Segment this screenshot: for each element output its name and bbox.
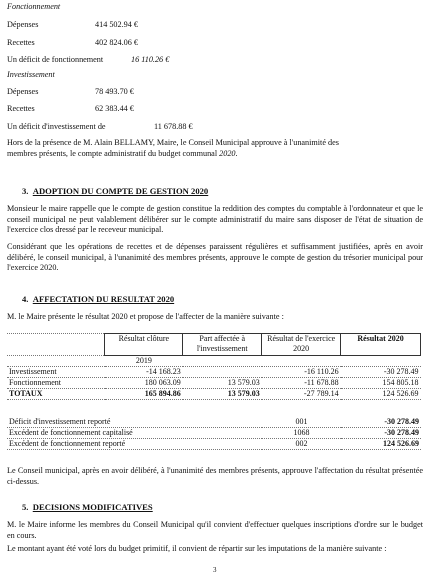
affect-row [7, 439, 421, 450]
fonct-deficit-value: 16 110.26 € [131, 55, 170, 64]
fonct-depenses-label: Dépenses [7, 20, 39, 29]
row-label: Fonctionnement [7, 378, 105, 389]
row-cell: 124 526.69 [341, 389, 421, 400]
affect-code: 002 [262, 439, 341, 450]
section4-number: 4. [22, 294, 29, 304]
fonct-deficit-label: Un déficit de fonctionnement [7, 55, 104, 64]
approval-paragraph [7, 138, 423, 159]
section3-paragraph-2: Considérant que les opérations de recettes et de dépenses paraissent régulières et suffisamment justifiées, après en avoir délibéré, le conseil municipal, à l'unanimité des membres présents, approuve le compte de gestion du trésorier municipal pour l'exercice 2020. [7, 242, 423, 273]
header-resultat-exercice: Résultat de l'exercice 2020 [262, 334, 341, 356]
header-part-affectee: Part affectée à l'investissement [183, 334, 262, 356]
affect-row [7, 417, 421, 428]
investissement-title: Investissement [7, 70, 55, 79]
row-cell: -27 789.14 [262, 389, 341, 400]
row-cell: 13 579.03 [183, 389, 262, 400]
section3-heading [22, 186, 208, 196]
affectation-table [7, 417, 421, 450]
affect-value: -30 278.49 [341, 428, 421, 439]
fonct-recettes-value: 402 824.06 € [95, 38, 138, 47]
header-resultat-cloture: Résultat clôture [105, 334, 183, 356]
result-table [7, 333, 421, 400]
section4-title: AFFECTATION DU RESULTAT 2020 [32, 294, 175, 304]
row-label: TOTAUX [7, 389, 105, 400]
year-row-label: 2019 [105, 356, 183, 367]
table-row-totaux [7, 389, 421, 400]
fonct-depenses-value: 414 502.94 € [95, 20, 138, 29]
invest-depenses-label: Dépenses [7, 87, 39, 96]
section3-number: 3. [22, 186, 29, 196]
section5-paragraph-1: M. le Maire informe les membres du Conseil Municipal qu'il convient d'effectuer quelques inscriptions d'ordre sur le budget en cours. [7, 520, 423, 540]
page-number: 3 [213, 566, 217, 574]
affect-label: Excédent de fonctionnement reporté [7, 439, 262, 450]
row-cell [183, 367, 262, 378]
row-cell: 154 805.18 [341, 378, 421, 389]
header-empty [7, 334, 105, 356]
row-cell: -11 678.88 [262, 378, 341, 389]
fonct-recettes-label: Recettes [7, 38, 35, 47]
affect-label: Excédent de fonctionnement capitalisé [7, 428, 262, 439]
affect-code: 1068 [262, 428, 341, 439]
affect-value: -30 278.49 [341, 417, 421, 428]
table-row [7, 378, 421, 389]
section5-number: 5. [22, 502, 29, 512]
approval-line1: Hors de la présence de M. Alain BELLAMY, Maire, le Conseil Municipal approuve à l'unanimité des [7, 138, 339, 147]
invest-deficit-value: 11 678.88 € [154, 122, 193, 131]
row-cell: 165 894.86 [105, 389, 183, 400]
section5-heading [22, 502, 153, 512]
approval-line2: membres présents, le compte administratif du budget communal [7, 148, 220, 158]
row-cell: 180 063.09 [105, 378, 183, 389]
result-table-header [7, 334, 421, 356]
row-cell: 13 579.03 [183, 378, 262, 389]
fonctionnement-title: Fonctionnement [7, 2, 61, 11]
approval-end: . [235, 148, 238, 158]
invest-deficit-label: Un déficit d'investissement de [7, 122, 106, 131]
affect-row [7, 428, 421, 439]
affect-code: 001 [262, 417, 341, 428]
table-row [7, 367, 421, 378]
approval-year: 2020 [219, 148, 236, 158]
invest-recettes-value: 62 383.44 € [95, 104, 134, 113]
affect-label: Déficit d'investissement reporté [7, 417, 262, 428]
row-label: Investissement [7, 367, 105, 378]
row-cell: -16 110.26 [262, 367, 341, 378]
section3-paragraph-1: Monsieur le maire rappelle que le compte de gestion constitue la reddition des comptes du comptable à l'ordonnateur et que le conseil municipal ne peut valablement délibérer sur le compte administratif du maire sans disposer de l'état de situation de l'exercice clos dressé par le receveur municipal. [7, 204, 423, 235]
section5-title: DECISIONS MODIFICATIVES [32, 502, 153, 512]
row-cell: -14 168.23 [105, 367, 183, 378]
section5-paragraph-2: Le montant ayant été voté lors du budget primitif, il convient de répartir sur les imputations de la manière suivante : [7, 544, 387, 553]
section3-title: ADOPTION DU COMPTE DE GESTION 2020 [32, 186, 209, 196]
row-cell: -30 278.49 [341, 367, 421, 378]
section4-conclusion: Le Conseil municipal, après en avoir délibéré, à l'unanimité des membres présents, approuve l'affectation du résultat présentée ci-dessus. [7, 466, 423, 486]
year-row [7, 356, 421, 367]
section4-intro: M. le Maire présente le résultat 2020 et propose de l'affecter de la manière suivante : [7, 312, 284, 321]
section4-heading [22, 294, 174, 304]
invest-depenses-value: 78 493.70 € [95, 87, 134, 96]
invest-recettes-label: Recettes [7, 104, 35, 113]
header-resultat-2020: Résultat 2020 [341, 334, 421, 356]
affect-value: 124 526.69 [341, 439, 421, 450]
